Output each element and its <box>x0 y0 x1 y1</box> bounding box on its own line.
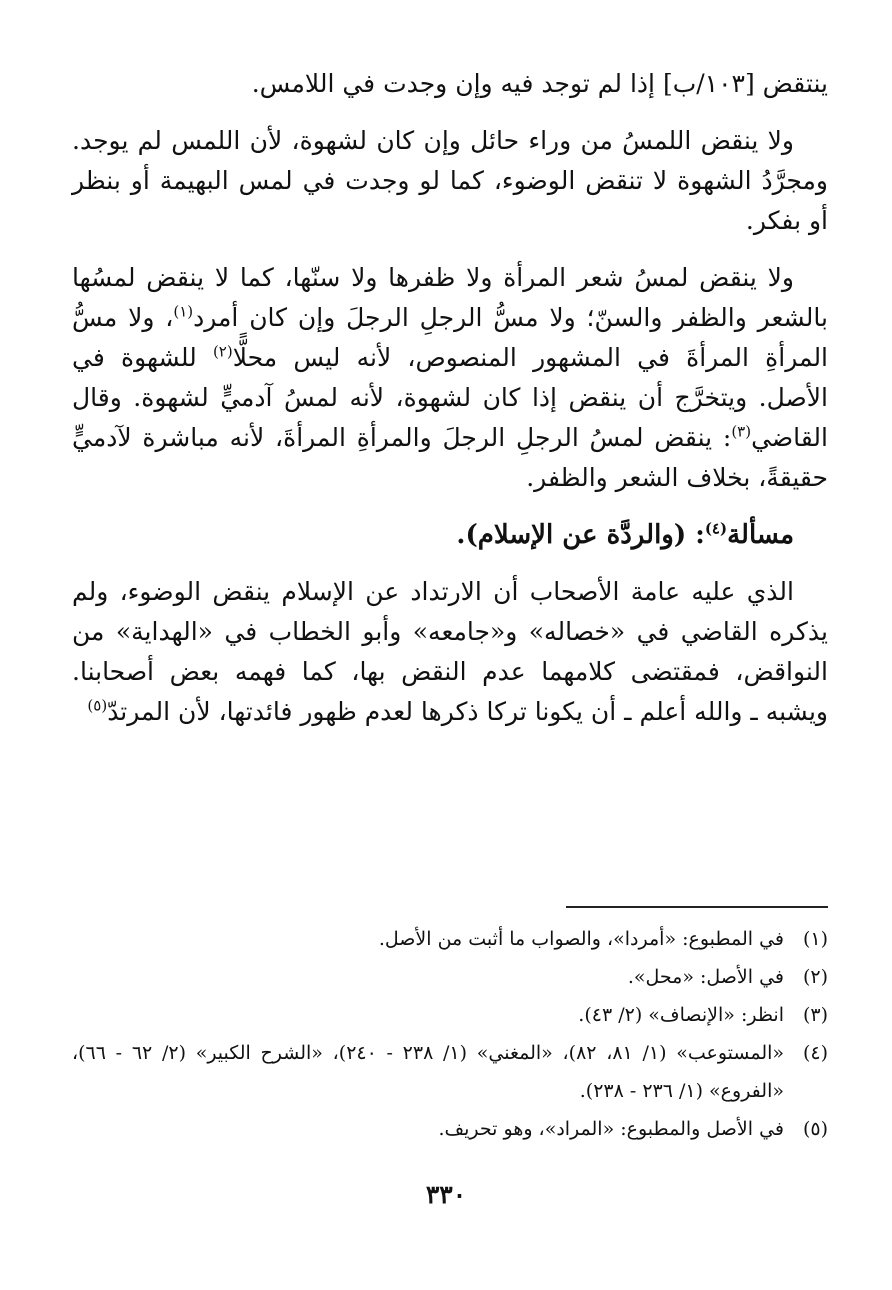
footnote-ref-2[interactable]: (٢) <box>212 342 233 361</box>
footnote-4 <box>72 1034 828 1110</box>
paragraph-4 <box>72 572 828 732</box>
footnote-text: في المطبوع: «أمردا»، والصواب ما أثبت من الأصل. <box>378 928 784 950</box>
paragraph-3-text-1: ولا ينقض لمسُ شعر المرأة ولا ظفرها ولا سنّها، كما لا ينقض لمسُها بالشعر والظفر والسنّ؛ ولا مسُّ الرجلِ الرجلَ وإن كان أمرد <box>72 263 828 332</box>
paragraph-3-text-3: للشهوة في الأصل. ويتخرَّج أن ينقض إذا كان لشهوة، لأنه لمسُ آدميٍّ لشهوة. وقال القاضي <box>72 343 828 452</box>
paragraph-4-text: الذي عليه عامة الأصحاب أن الارتداد عن الإسلام ينقض الوضوء، ولم يذكره القاضي في «خصاله» و«جامعه» وأبو الخطاب في «الهداية» من النواقض، فمقتضى كلامهما عدم النقض بها، كما فهمه بعض أصحابنا. ويشبه ـ والله أعلم ـ أن يكونا تركا ذكرها لعدم ظهور فائدتها، لأن المرتدّ <box>72 577 828 726</box>
footnote-divider <box>566 906 828 908</box>
footnote-text: في الأصل: «محل». <box>627 966 784 988</box>
footnote-number: (٣) <box>802 1004 828 1026</box>
footnote-text: انظر: «الإنصاف» (٢/ ٤٣). <box>578 1004 784 1026</box>
footnote-number: (٤) <box>802 1042 828 1064</box>
footnote-1 <box>72 920 828 958</box>
footnote-number: (١) <box>802 928 828 950</box>
paragraph-3 <box>72 258 828 498</box>
footnote-2 <box>72 958 828 996</box>
footnote-ref-1[interactable]: (١) <box>173 302 194 321</box>
heading-rest: : (والردَّة عن الإسلام). <box>456 520 705 550</box>
paragraph-3-text-4: : ينقض لمسُ الرجلِ الرجلَ والمرأةِ المرأةَ، لأنه مباشرة لآدميٍّ حقيقةً، بخلاف الشعر والظفر. <box>72 423 828 492</box>
footnote-number: (٢) <box>802 966 828 988</box>
footnote-text: «المستوعب» (١/ ٨١، ٨٢)، «المغني» (١/ ٢٣٨ - ٢٤٠)، «الشرح الكبير» (٢/ ٦٢ - ٦٦)، «الفروع» (١/ ٢٣٦ - ٢٣٨). <box>72 1042 785 1102</box>
footnote-number: (٥) <box>802 1118 828 1140</box>
page-number: ٣٣٠ <box>425 1180 467 1209</box>
heading-label: مسألة <box>727 520 794 550</box>
footnote-3 <box>72 996 828 1034</box>
section-heading <box>72 515 828 555</box>
footnote-ref-5[interactable]: (٥) <box>87 696 108 715</box>
footnote-ref-3[interactable]: (٣) <box>731 422 752 441</box>
footnote-5 <box>72 1110 828 1148</box>
footnotes <box>72 920 828 1148</box>
paragraph-3-text-2: ، ولا مسُّ المرأةِ المرأةَ في المشهور المنصوص، لأنه ليس محلًّا <box>72 303 829 372</box>
main-text <box>72 64 828 749</box>
paragraph-2: ولا ينقض اللمسُ من وراء حائل وإن كان لشهوة، لأن اللمس لم يوجد. ومجرَّدُ الشهوة لا تنقض الوضوء، كما لو وجدت في لمس البهيمة أو بنظر أو بفكر. <box>72 126 828 235</box>
footnote-ref-4[interactable]: (٤) <box>704 519 728 538</box>
footnote-text: في الأصل والمطبوع: «المراد»، وهو تحريف. <box>438 1118 784 1140</box>
paragraph-1: ينتقض [١٠٣/ب] إذا لم توجد فيه وإن وجدت في اللامس. <box>251 69 828 98</box>
